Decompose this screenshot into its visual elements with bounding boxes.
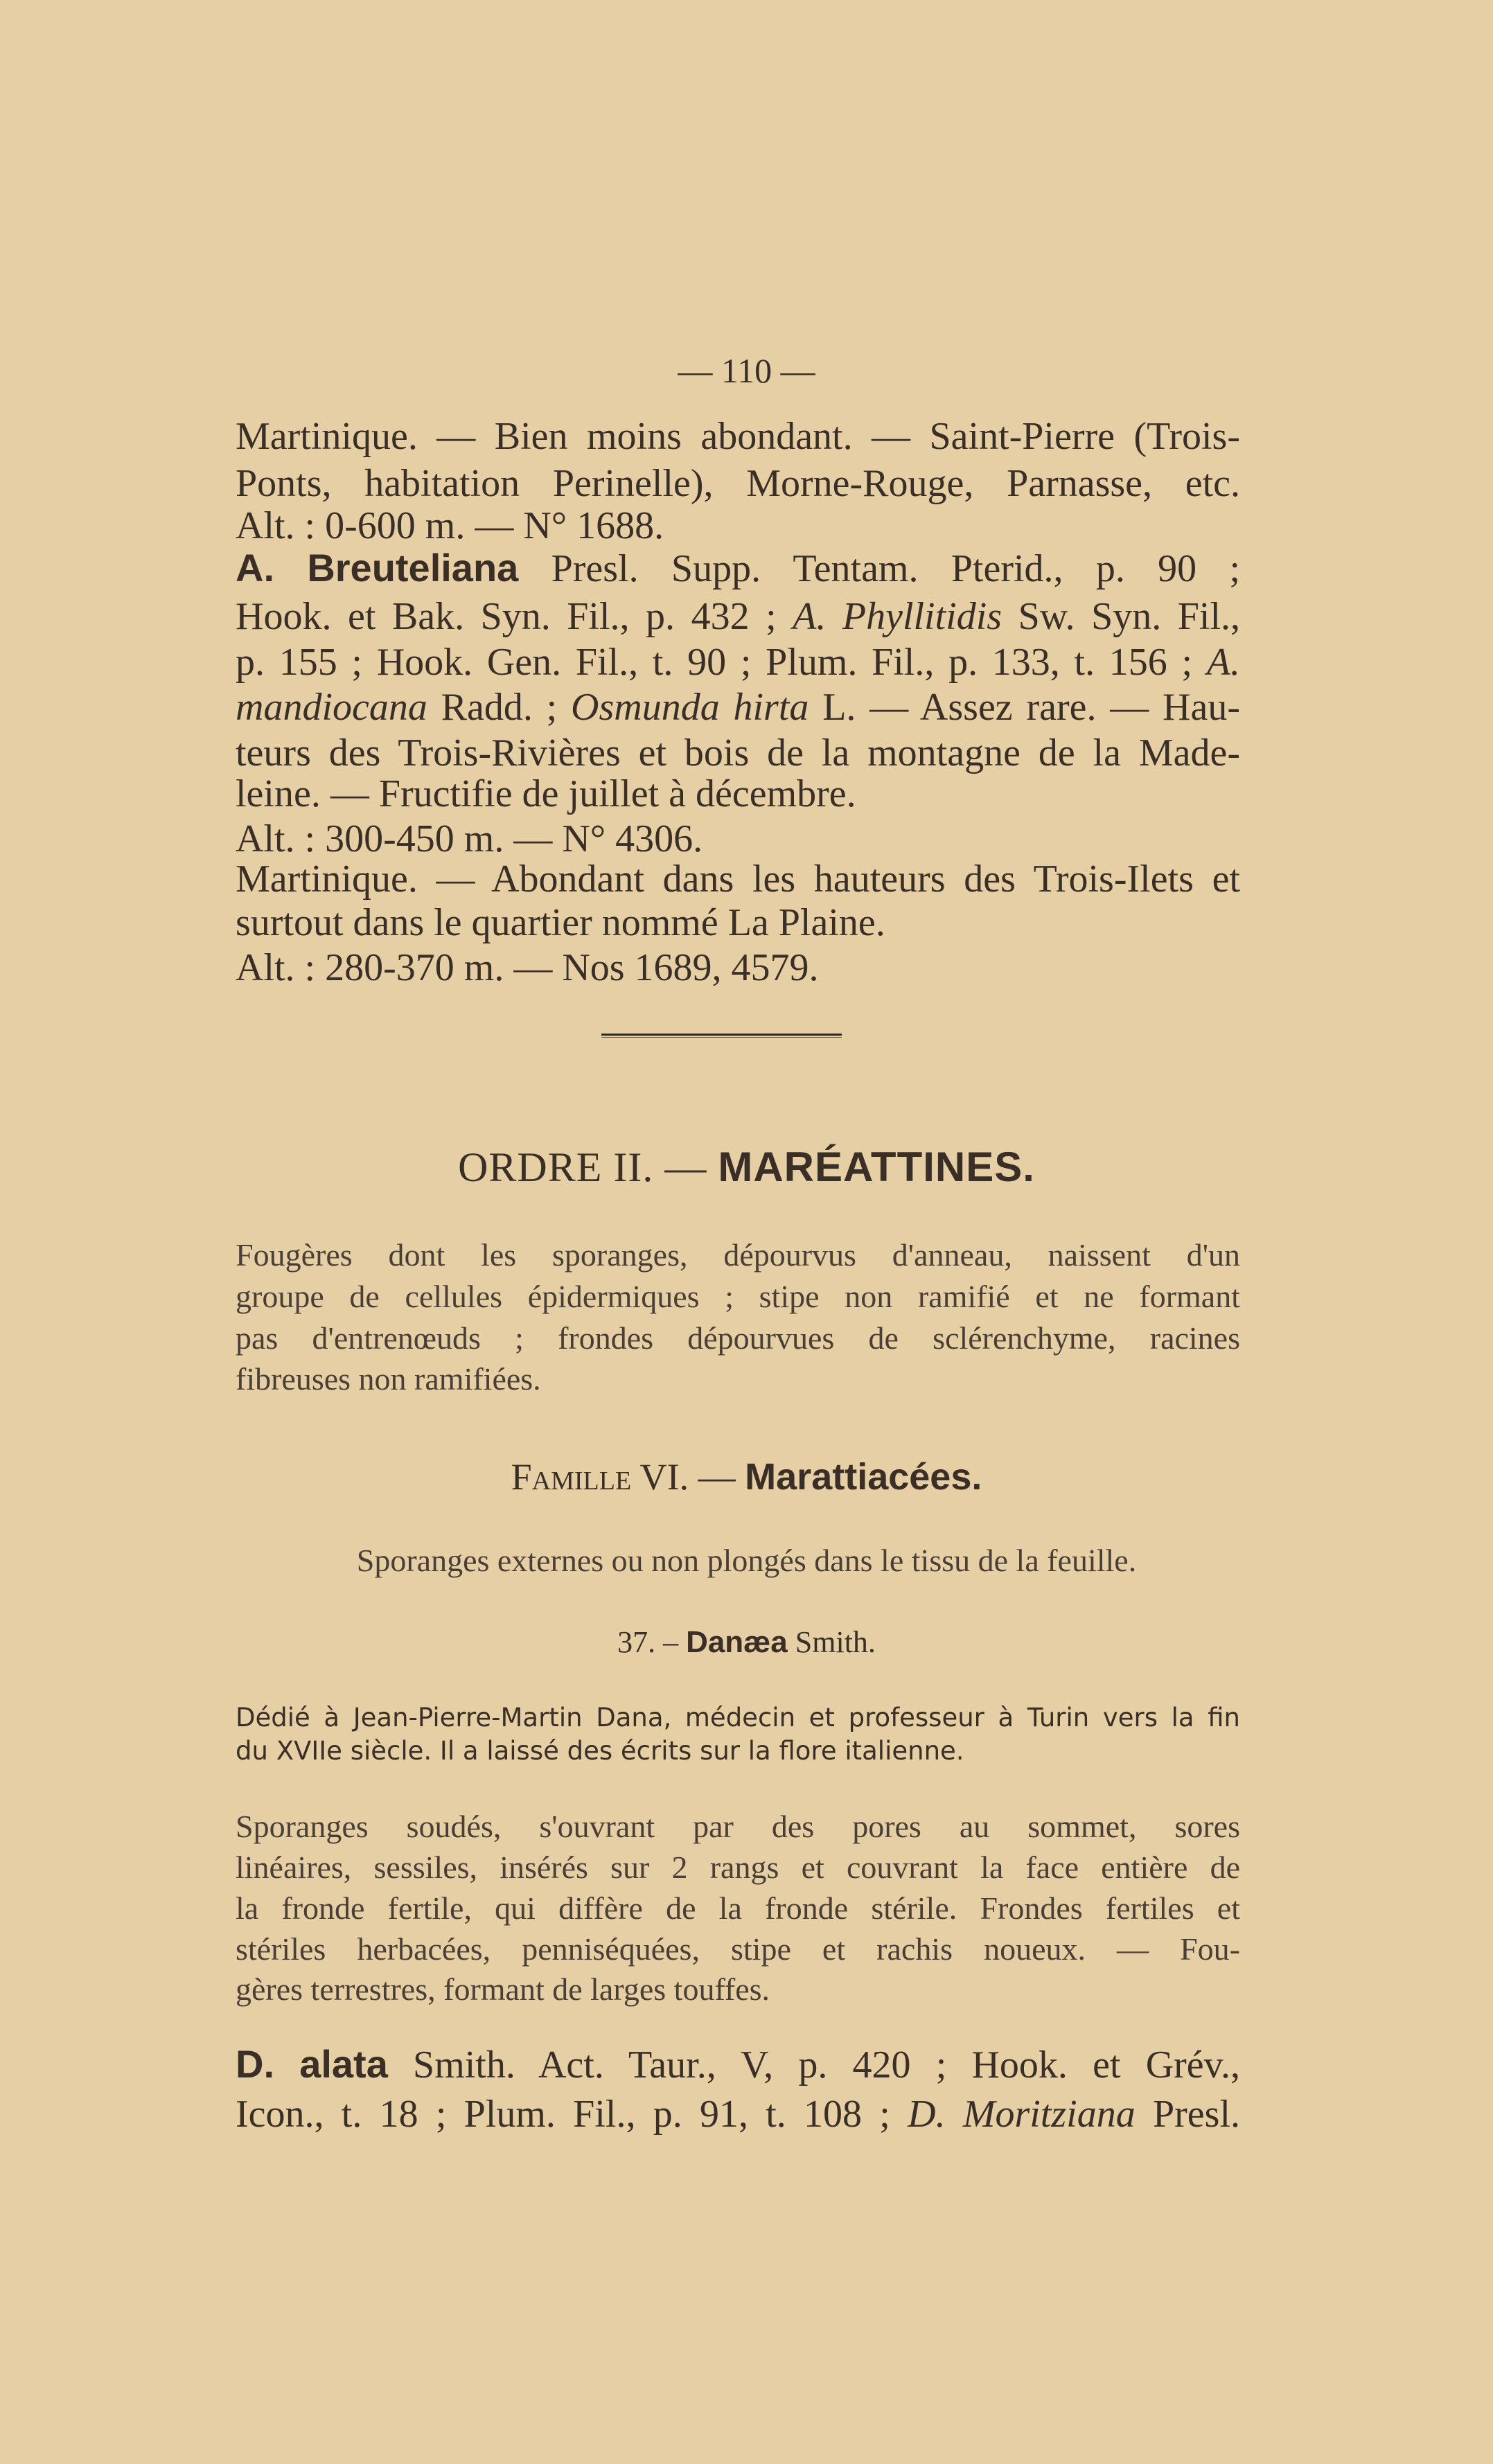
species-name: Breuteliana [307, 546, 519, 590]
genus-description-line: la fronde fertile, qui diffère de la fronde stérile. Frondes fertiles et [236, 1890, 1240, 1926]
text-line [236, 641, 1240, 683]
citation: Hook. et Bak. Syn. Fil., p. 432 ; [236, 595, 777, 638]
genus-author: Smith. [795, 1625, 876, 1659]
synonym: D. Moritziana [908, 2093, 1136, 2136]
species-prefix: D. [236, 2042, 274, 2086]
text-line [236, 686, 1240, 728]
citation: Sw. Syn. Fil., [1018, 595, 1240, 638]
genus-description-line: gères terrestres, formant de larges touffes. [236, 1971, 770, 2007]
genus-note-line: Dédié à Jean-Pierre-Martin Dana, médecin et professeur à Turin vers la fin [236, 1703, 1240, 1732]
genus-number: 37. – [617, 1625, 679, 1659]
order-heading [0, 1143, 1493, 1191]
genus-name: Danæa [686, 1625, 788, 1659]
text-line: Ponts, habitation Perinelle), Morne-Rouge, Parnasse, etc. [236, 462, 1240, 505]
text-line: Alt. : 280-370 m. — Nos 1689, 4579. [236, 946, 819, 989]
section-divider [601, 1034, 842, 1038]
text-line: Martinique. — Abondant dans les hauteurs des Trois-Ilets et [236, 858, 1240, 901]
citation: Presl. [1153, 2093, 1241, 2136]
order-description-line: fibreuses non ramifiées. [236, 1361, 541, 1397]
order-description-line: pas d'entrenœuds ; frondes dépourvues de sclérenchyme, racines [236, 1320, 1240, 1356]
order-description-line: groupe de cellules épidermiques ; stipe non ramifié et ne formant [236, 1279, 1240, 1314]
species-citation: Smith. Act. Taur., V, p. 420 ; Hook. et Grév., [413, 2044, 1241, 2086]
synonym: A. [1206, 641, 1240, 684]
synonym: mandiocana [236, 686, 427, 729]
family-description: Sporanges externes ou non plongés dans le tissu de la feuille. [356, 1543, 1137, 1578]
order-description-line: Fougères dont les sporanges, dépourvus d'anneau, naissent d'un [236, 1237, 1240, 1273]
species-citation: Presl. Supp. Tentam. Pterid., p. 90 ; [551, 547, 1241, 590]
genus-heading [0, 1623, 1493, 1662]
text-line: surtout dans le quartier nommé La Plaine. [236, 901, 885, 944]
citation: Radd. ; [441, 686, 558, 729]
text-line: Alt. : 300-450 m. — N° 4306. [236, 817, 703, 860]
genus-description-line: Sporanges soudés, s'ouvrant par des pores au sommet, sores [236, 1809, 1240, 1844]
synonym: A. Phyllitidis [793, 595, 1002, 638]
text-line: Alt. : 0-600 m. — N° 1688. [236, 504, 664, 547]
citation: Icon., t. 18 ; Plum. Fil., p. 91, t. 108 ; [236, 2093, 890, 2136]
page-number: — 110 — [678, 351, 815, 390]
text-line: leine. — Fructifie de juillet à décembre. [236, 772, 856, 815]
text-line [236, 596, 1240, 637]
genus-description-line: stériles herbacées, penniséquées, stipe et rachis noueux. — Fou- [236, 1931, 1240, 1967]
citation: p. 155 ; Hook. Gen. Fil., t. 90 ; Plum. Fil., p. 133, t. 156 ; [236, 641, 1193, 684]
citation: L. — Assez rare. — Hau- [822, 686, 1240, 729]
species-heading-line [236, 547, 1240, 590]
synonym: Osmunda hirta [571, 686, 809, 729]
order-name: MARÉATTINES. [718, 1144, 1035, 1190]
species-name: alata [299, 2042, 388, 2086]
species-heading-line [236, 2044, 1240, 2086]
genus-note-line: du XVIIe siècle. Il a laissé des écrits sur la flore italienne. [236, 1736, 964, 1766]
order-prefix: ORDRE II. — [458, 1144, 707, 1190]
family-name: Marattiacées. [745, 1456, 982, 1498]
genus-description-line: linéaires, sessiles, insérés sur 2 rangs et couvrant la face entière de [236, 1850, 1240, 1885]
family-prefix: Famille VI. — [511, 1456, 736, 1498]
species-prefix: A. [236, 546, 274, 590]
text-line [236, 2093, 1240, 2135]
family-heading [0, 1455, 1493, 1499]
text-line: Martinique. — Bien moins abondant. — Saint-Pierre (Trois- [236, 415, 1240, 458]
text-line: teurs des Trois-Rivières et bois de la montagne de la Made- [236, 732, 1240, 774]
